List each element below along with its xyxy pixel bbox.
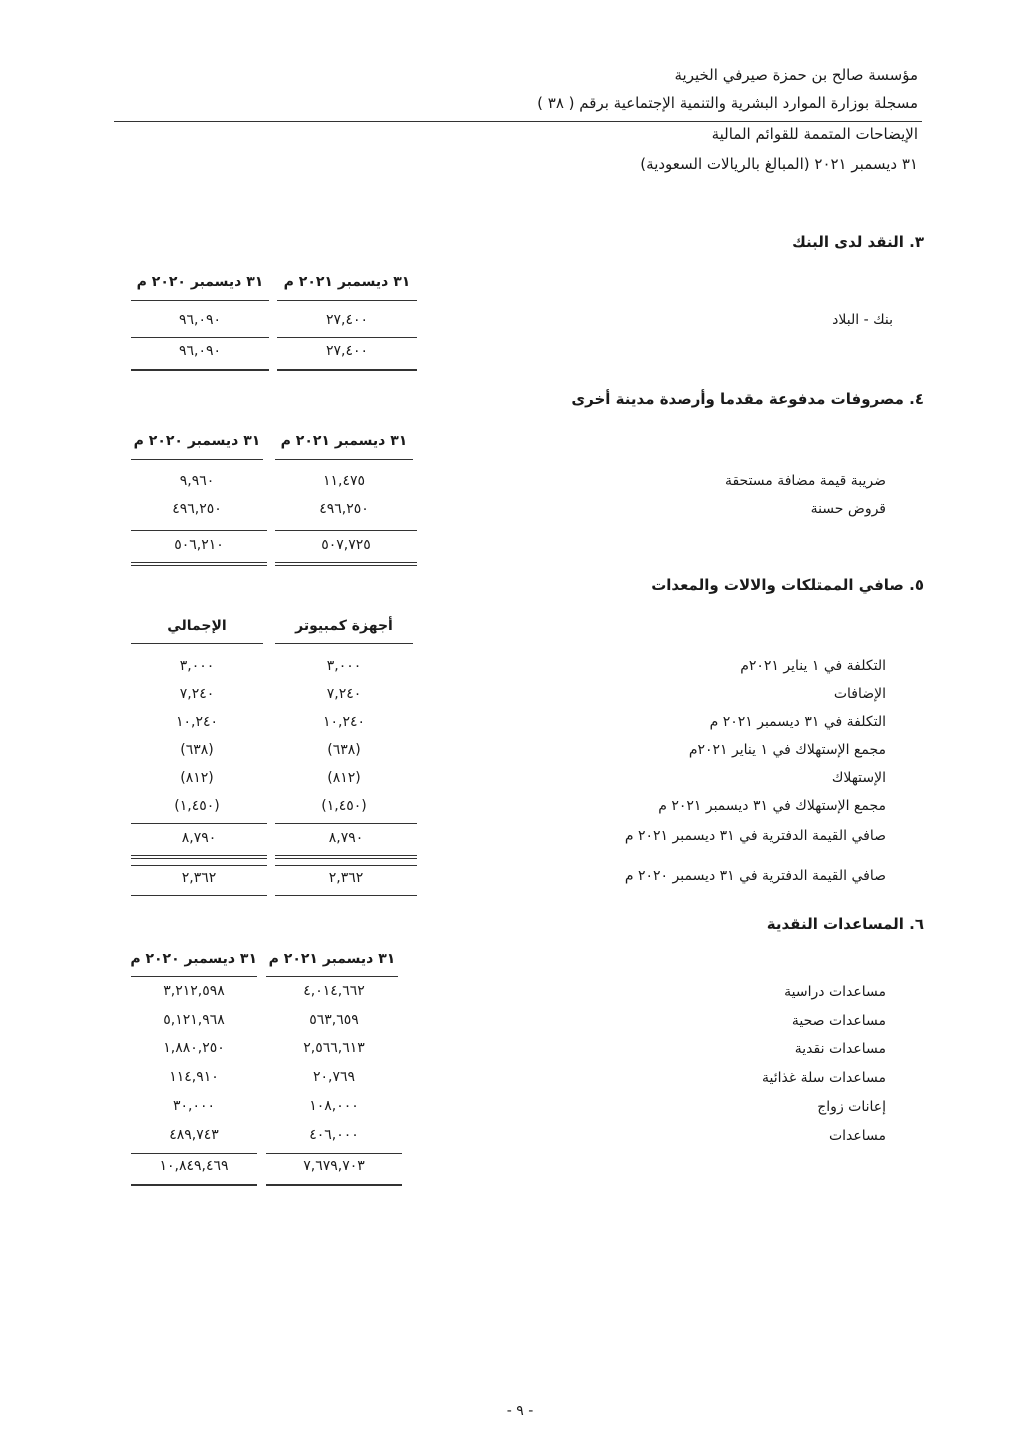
s5-nbv-2021-total: ٨,٧٩٠	[181, 830, 217, 846]
s6-total-2020: ١٠,٨٤٩,٤٦٩	[159, 1158, 229, 1174]
s3-col-2020-underline	[131, 300, 269, 301]
s5-col-computers: أجهزة كمبيوتر	[295, 618, 393, 634]
organization-name: مؤسسة صالح بن حمزة صيرفي الخيرية	[674, 66, 918, 84]
s5-nbv-2021-computers: ٨,٧٩٠	[328, 830, 364, 846]
s4-col-2021: ٣١ ديسمبر ٢٠٢١ م	[280, 433, 408, 449]
s5-row-total: ٣,٠٠٠	[179, 658, 215, 674]
s5-row-computers: ٣,٠٠٠	[326, 658, 362, 674]
s4-col-2021-underline	[275, 459, 413, 460]
s6-total-line-2020	[131, 1184, 257, 1186]
s5-row-computers: ١٠,٢٤٠	[322, 714, 366, 730]
s6-row-value-2020: ٤٨٩,٧٤٣	[169, 1127, 219, 1143]
s6-row-value-2021: ٢٠,٧٦٩	[312, 1069, 356, 1085]
s6-row-value-2020: ١١٤,٩١٠	[169, 1069, 219, 1085]
s5-nbv-2020-bottom-line-total	[131, 895, 267, 896]
header-divider	[114, 121, 922, 122]
s6-row-value-2021: ٤٠٦,٠٠٠	[309, 1127, 359, 1143]
s4-subtotal-line-2021	[275, 530, 417, 531]
s6-col-2021-underline	[266, 976, 398, 977]
s6-row-label: مساعدات نقدية	[794, 1041, 886, 1057]
s6-row-label: مساعدات دراسية	[784, 984, 886, 1000]
s5-nbv-2021-double-line-computers	[275, 855, 417, 859]
s6-row-label: مساعدات صحية	[791, 1013, 886, 1029]
s5-row-label: التكلفة في ١ يناير ٢٠٢١م	[740, 658, 886, 674]
page-number: - ٩ -	[506, 1403, 534, 1419]
s6-row-value-2021: ١٠٨,٠٠٠	[309, 1098, 359, 1114]
s4-row-vat-2021: ١١,٤٧٥	[322, 473, 366, 489]
s6-row-label: مساعدات	[828, 1128, 886, 1144]
s5-row-label: مجمع الإستهلاك في ٣١ ديسمبر ٢٠٢١ م	[658, 798, 886, 814]
s4-subtotal-line-2020	[131, 530, 267, 531]
s3-col-2020: ٣١ ديسمبر ٢٠٢٠ م	[136, 274, 264, 290]
s6-row-label: إعانات زواج	[817, 1099, 886, 1115]
s4-total-2021: ٥٠٧,٧٢٥	[321, 537, 371, 553]
s5-col-total-underline	[131, 643, 263, 644]
section-5-title: ٥. صافي الممتلكات والالات والمعدات	[651, 576, 924, 594]
s4-total-double-line-2021	[275, 562, 417, 566]
s3-col-2021-underline	[277, 300, 417, 301]
s5-col-computers-underline	[275, 643, 413, 644]
s3-total-2021: ٢٧,٤٠٠	[325, 343, 369, 359]
s5-col-total: الإجمالي	[167, 618, 227, 634]
s3-subtotal-line-2021	[277, 337, 417, 338]
report-title: الإيضاحات المتممة للقوائم المالية	[711, 125, 918, 143]
s5-row-computers: (٦٣٨)	[327, 742, 361, 758]
s5-row-label: الإستهلاك	[831, 770, 886, 786]
s4-total-double-line-2020	[131, 562, 267, 566]
s6-row-value-2020: ٣,٢١٢,٥٩٨	[163, 983, 225, 999]
s6-row-value-2020: ٣٠,٠٠٠	[172, 1098, 216, 1114]
s5-nbv-2020-bottom-line-computers	[275, 895, 417, 896]
s5-row-computers: ٧,٢٤٠	[326, 686, 362, 702]
s6-subtotal-line-2021	[266, 1153, 402, 1154]
s4-row-vat-2020: ٩,٩٦٠	[179, 473, 215, 489]
s6-row-value-2020: ٥,١٢١,٩٦٨	[163, 1012, 225, 1028]
s5-nbv-2020-label: صافي القيمة الدفترية في ٣١ ديسمبر ٢٠٢٠ م	[624, 868, 886, 884]
s4-col-2020-underline	[131, 459, 263, 460]
section-3-title: ٣. النقد لدى البنك	[792, 233, 924, 251]
s6-row-value-2021: ٤,٠١٤,٦٦٢	[303, 983, 365, 999]
s5-row-label: التكلفة في ٣١ ديسمبر ٢٠٢١ م	[709, 714, 886, 730]
s3-col-2021: ٣١ ديسمبر ٢٠٢١ م	[283, 274, 411, 290]
s3-total-line-2021	[277, 369, 417, 371]
section-4-title: ٤. مصروفات مدفوعة مقدما وأرصدة مدينة أخرى	[571, 390, 924, 408]
s5-row-total: ١٠,٢٤٠	[175, 714, 219, 730]
s6-row-value-2021: ٢,٥٦٦,٦١٣	[303, 1040, 365, 1056]
s3-subtotal-line-2020	[131, 337, 269, 338]
s4-row-label-vat: ضريبة قيمة مضافة مستحقة	[724, 473, 886, 489]
s5-row-total: (٨١٢)	[180, 770, 214, 786]
s5-row-label: الإضافات	[833, 686, 886, 702]
s6-row-value-2020: ١,٨٨٠,٢٥٠	[163, 1040, 225, 1056]
s6-total-2021: ٧,٦٧٩,٧٠٣	[303, 1158, 365, 1174]
s3-total-2020: ٩٦,٠٩٠	[178, 343, 222, 359]
s6-col-2020: ٣١ ديسمبر ٢٠٢٠ م	[130, 951, 257, 967]
s5-subtotal-line-total	[131, 823, 267, 824]
s5-row-label: مجمع الإستهلاك في ١ يناير ٢٠٢١م	[688, 742, 886, 758]
s3-row-value-2020: ٩٦,٠٩٠	[178, 312, 222, 328]
s6-subtotal-line-2020	[131, 1153, 257, 1154]
s5-nbv-2020-total: ٢,٣٦٢	[181, 870, 217, 886]
s5-row-computers: (١,٤٥٠)	[321, 798, 367, 814]
s6-col-2020-underline	[131, 976, 257, 977]
s5-row-computers: (٨١٢)	[327, 770, 361, 786]
s5-row-total: ٧,٢٤٠	[179, 686, 215, 702]
s6-row-value-2021: ٥٦٣,٦٥٩	[309, 1012, 359, 1028]
s5-subtotal-line-computers	[275, 823, 417, 824]
registration-line: مسجلة بوزارة الموارد البشرية والتنمية الإجتماعية برقم ( ٣٨ )	[537, 94, 918, 112]
section-6-title: ٦. المساعدات النقدية	[766, 915, 924, 933]
s6-col-2021: ٣١ ديسمبر ٢٠٢١ م	[268, 951, 396, 967]
s4-total-2020: ٥٠٦,٢١٠	[174, 537, 224, 553]
s5-nbv-2021-label: صافي القيمة الدفترية في ٣١ ديسمبر ٢٠٢١ م	[624, 828, 886, 844]
s5-nbv-2020-top-line-total	[131, 865, 267, 866]
s4-row-label-loans: قروض حسنة	[810, 501, 886, 517]
s6-row-label: مساعدات سلة غذائية	[762, 1070, 886, 1086]
report-date: ٣١ ديسمبر ٢٠٢١ (المبالغ بالريالات السعودية)	[640, 155, 918, 173]
s3-row-value-2021: ٢٧,٤٠٠	[325, 312, 369, 328]
s6-total-line-2021	[266, 1184, 402, 1186]
s3-total-line-2020	[131, 369, 269, 371]
s5-nbv-2020-computers: ٢,٣٦٢	[328, 870, 364, 886]
s5-row-total: (٦٣٨)	[180, 742, 214, 758]
s3-row-label: بنك - البلاد	[832, 312, 893, 328]
s4-row-loans-2021: ٤٩٦,٢٥٠	[319, 501, 369, 517]
s5-nbv-2021-double-line-total	[131, 855, 267, 859]
s4-col-2020: ٣١ ديسمبر ٢٠٢٠ م	[133, 433, 261, 449]
s5-nbv-2020-top-line-computers	[275, 865, 417, 866]
s4-row-loans-2020: ٤٩٦,٢٥٠	[172, 501, 222, 517]
s5-row-total: (١,٤٥٠)	[174, 798, 220, 814]
